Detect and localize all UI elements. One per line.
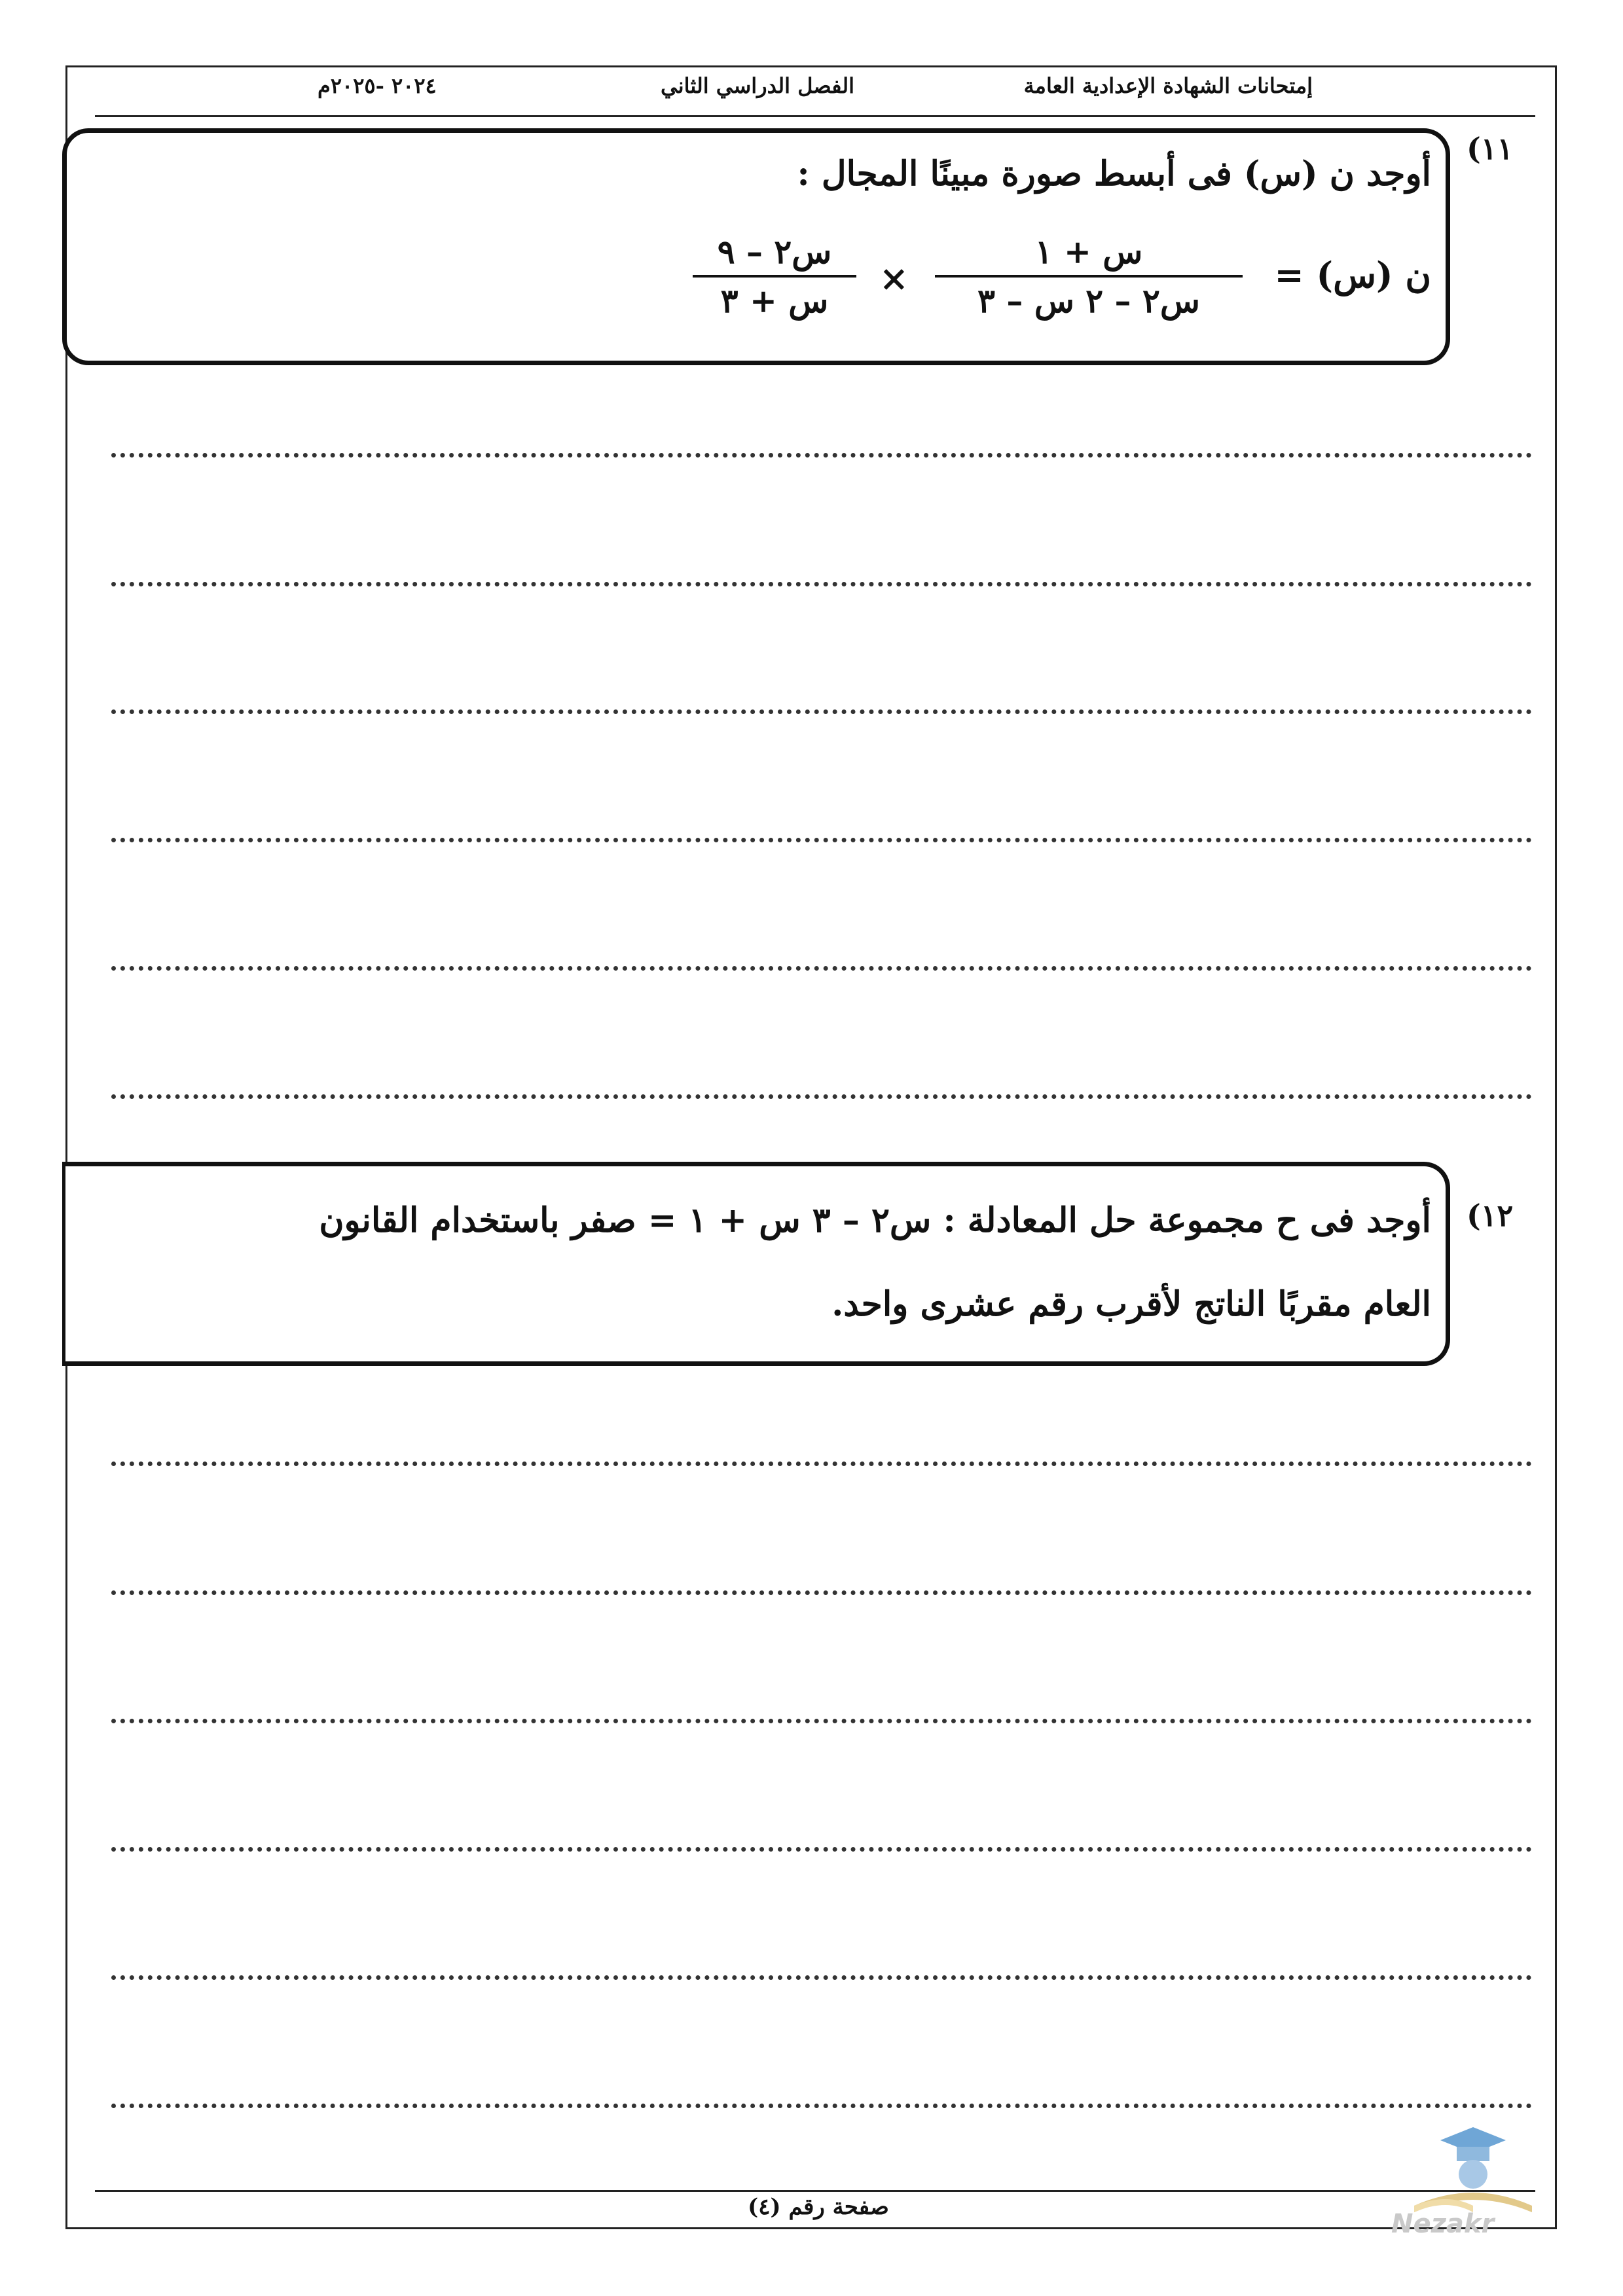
question-11-number: ١١) <box>1467 131 1514 166</box>
fraction-2-denominator: س + ٣ <box>720 281 829 320</box>
question-12-box <box>62 1162 1450 1366</box>
answer-line[interactable] <box>111 1719 1532 1723</box>
question-12-number: ١٢) <box>1467 1198 1514 1233</box>
fraction-2-bar <box>693 275 856 278</box>
answer-line[interactable] <box>111 838 1532 842</box>
answer-line[interactable] <box>111 2104 1532 2108</box>
fraction-1-bar <box>935 275 1243 278</box>
page-frame <box>65 65 1557 2229</box>
answer-line[interactable] <box>111 709 1532 714</box>
question-12-line-2: العام مقربًا الناتج لأقرب رقم عشرى واحد. <box>831 1284 1431 1324</box>
fraction-1-numerator: س + ١ <box>1034 232 1143 271</box>
question-11-lhs: ن (س) = <box>1274 254 1431 296</box>
page-number: صفحة رقم (٤) <box>748 2194 889 2220</box>
term-label: الفصل الدراسي الثاني <box>661 73 854 98</box>
question-11-fraction-1 <box>935 232 1243 320</box>
watermark-logo-text: Nezakr <box>1391 2209 1495 2239</box>
question-12-line-1: أوجد فى ح مجموعة حل المعادلة : س٢ – ٣ س + ١ = صفر باستخدام القانون <box>319 1200 1431 1240</box>
footer-divider <box>95 2190 1535 2192</box>
answer-line[interactable] <box>111 1462 1532 1466</box>
answer-line[interactable] <box>111 582 1532 586</box>
fraction-1-denominator: س٢ – ٢ س – ٣ <box>977 281 1200 320</box>
question-11-prompt: أوجد ن (س) فى أبسط صورة مبينًا المجال : <box>797 154 1431 194</box>
exam-title: إمتحانات الشهادة الإعدادية العامة <box>1023 73 1313 98</box>
answer-line[interactable] <box>111 1094 1532 1099</box>
fraction-2-numerator: س٢ – ٩ <box>717 232 832 271</box>
question-11-fraction-2 <box>693 232 856 320</box>
question-11-box <box>62 128 1450 365</box>
answer-line[interactable] <box>111 966 1532 971</box>
answer-line[interactable] <box>111 1590 1532 1595</box>
answer-line[interactable] <box>111 1847 1532 1852</box>
header-divider <box>95 115 1535 117</box>
year-label: ٢٠٢٤ -٢٠٢٥م <box>318 73 437 98</box>
answer-line[interactable] <box>111 453 1532 457</box>
page-header <box>95 73 1535 113</box>
answer-line[interactable] <box>111 1975 1532 1980</box>
multiplication-sign: × <box>879 257 909 299</box>
